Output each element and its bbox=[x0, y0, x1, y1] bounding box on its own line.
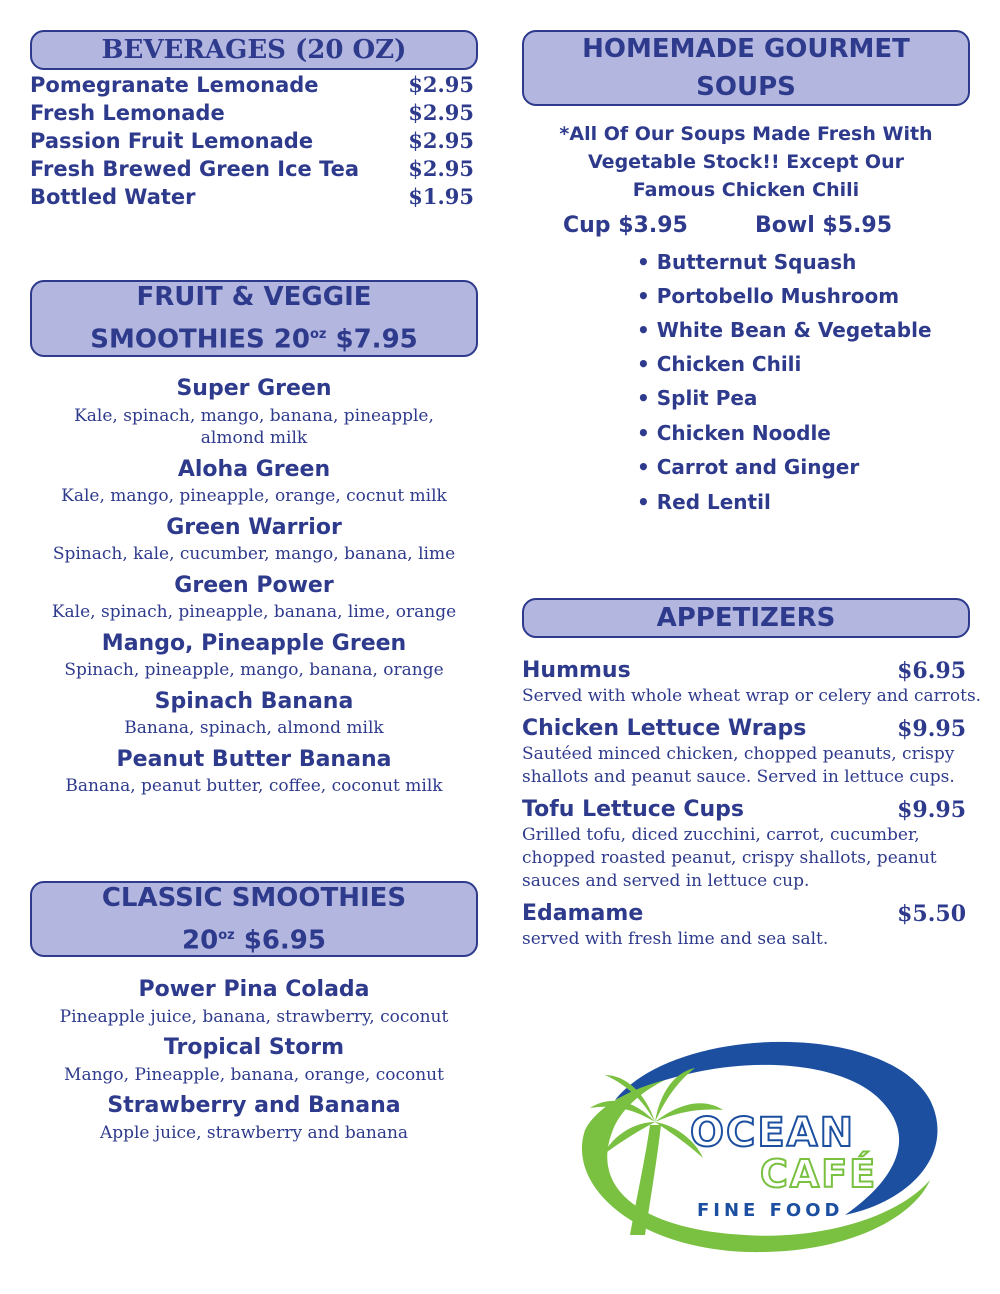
smoothie-name: Power Pina Colada bbox=[138, 977, 370, 1002]
beverage-name: Fresh Lemonade bbox=[30, 101, 225, 125]
smoothie-name: Green Power bbox=[174, 573, 334, 598]
beverages-header-text: BEVERAGES (20 OZ) bbox=[101, 35, 407, 65]
appetizer-desc: served with fresh lime and sea salt. bbox=[522, 929, 829, 949]
smoothie-desc: Banana, peanut butter, coffee, coconut milk bbox=[65, 776, 443, 796]
appetizer-desc: Sautéed minced chicken, chopped peanuts, crispy bbox=[522, 744, 955, 764]
appetizer-price: $9.95 bbox=[897, 797, 966, 823]
appetizer-desc: Grilled tofu, diced zucchini, carrot, cucumber, bbox=[522, 825, 920, 845]
smoothie-name: Tropical Storm bbox=[163, 1035, 345, 1060]
appetizer-price: $5.50 bbox=[897, 901, 966, 927]
smoothie-desc: Kale, spinach, pineapple, banana, lime, orange bbox=[51, 602, 457, 622]
ocean-cafe-logo bbox=[555, 1030, 945, 1255]
smoothie-desc: Mango, Pineapple, banana, orange, coconut bbox=[64, 1065, 444, 1085]
soup-item-label: Chicken Chili bbox=[656, 352, 802, 376]
classic-header-line1: CLASSIC SMOOTHIES bbox=[101, 882, 407, 913]
beverage-price: $2.95 bbox=[408, 156, 474, 181]
appetizer-name: Chicken Lettuce Wraps bbox=[522, 716, 807, 741]
fruit-veggie-size: SMOOTHIES 20 bbox=[90, 324, 310, 355]
appetizer-desc: sauces and served in lettuce cup. bbox=[522, 871, 810, 891]
appetizer-name: Tofu Lettuce Cups bbox=[522, 797, 744, 822]
beverage-price: $2.95 bbox=[408, 100, 474, 125]
smoothie-desc: Spinach, kale, cucumber, mango, banana, lime bbox=[52, 544, 456, 564]
soups-note-line2: Vegetable Stock!! Except Our bbox=[588, 151, 904, 173]
beverage-price: $1.95 bbox=[408, 184, 474, 209]
fruit-veggie-size-unit: oz bbox=[309, 327, 327, 343]
soup-item: • Carrot and Ginger bbox=[637, 455, 860, 479]
smoothie-name: Green Warrior bbox=[166, 515, 342, 540]
appetizer-desc: chopped roasted peanut, crispy shallots, peanut bbox=[522, 848, 937, 868]
soups-header-line1: HOMEMADE GOURMET bbox=[582, 34, 910, 64]
beverage-name: Passion Fruit Lemonade bbox=[30, 129, 314, 153]
beverage-name: Pomegranate Lemonade bbox=[30, 73, 319, 97]
smoothie-desc: Pineapple juice, banana, strawberry, coconut bbox=[59, 1007, 449, 1027]
logo-word-cafe: CAFÉ bbox=[760, 1152, 878, 1196]
fruit-veggie-header-line2 bbox=[32, 316, 476, 359]
classic-price: $6.95 bbox=[234, 925, 326, 956]
logo-tagline: FINE FOOD bbox=[697, 1200, 844, 1221]
fruit-veggie-header-line1: FRUIT & VEGGIE bbox=[136, 282, 372, 313]
classic-header bbox=[30, 881, 478, 957]
soup-item: • Chicken Chili bbox=[637, 352, 802, 376]
classic-header-line2 bbox=[32, 917, 476, 960]
soup-item: • White Bean & Vegetable bbox=[637, 318, 932, 342]
soups-header-line2: SOUPS bbox=[696, 72, 796, 102]
soup-item-label: Carrot and Ginger bbox=[656, 455, 860, 479]
smoothie-desc: Kale, mango, pineapple, orange, cocnut milk bbox=[61, 486, 447, 506]
soup-item-label: Chicken Noodle bbox=[656, 421, 831, 445]
soup-item-label: Split Pea bbox=[656, 386, 758, 410]
soup-item-label: Red Lentil bbox=[656, 490, 771, 514]
smoothie-desc: Apple juice, strawberry and banana bbox=[99, 1123, 409, 1143]
appetizer-desc: shallots and peanut sauce. Served in lettuce cups. bbox=[522, 767, 955, 787]
soup-item: • Butternut Squash bbox=[637, 250, 857, 274]
beverage-name: Bottled Water bbox=[30, 185, 196, 209]
classic-size: 20 bbox=[182, 925, 219, 956]
beverage-name: Fresh Brewed Green Ice Tea bbox=[30, 157, 360, 181]
soup-item: • Split Pea bbox=[637, 386, 758, 410]
soup-item: • Portobello Mushroom bbox=[637, 284, 900, 308]
fruit-veggie-price: $7.95 bbox=[326, 324, 418, 355]
smoothie-desc: Kale, spinach, mango, banana, pineapple, bbox=[74, 406, 434, 426]
appetizer-price: $6.95 bbox=[897, 658, 966, 684]
appetizers-header bbox=[522, 598, 970, 638]
smoothie-name: Spinach Banana bbox=[154, 689, 354, 714]
soups-header bbox=[522, 30, 970, 106]
appetizer-name: Edamame bbox=[522, 901, 644, 926]
soup-item: • Red Lentil bbox=[637, 490, 771, 514]
smoothie-name: Aloha Green bbox=[177, 457, 331, 482]
logo-word-ocean: OCEAN bbox=[690, 1110, 856, 1156]
soup-item: • Chicken Noodle bbox=[637, 421, 831, 445]
classic-size-unit: oz bbox=[218, 927, 235, 943]
smoothie-name: Peanut Butter Banana bbox=[116, 747, 392, 772]
soup-item-label: Butternut Squash bbox=[656, 250, 857, 274]
appetizers-header-text: APPETIZERS bbox=[656, 603, 836, 633]
soups-note-line1: *All Of Our Soups Made Fresh With bbox=[559, 123, 933, 145]
soup-item-label: White Bean & Vegetable bbox=[656, 318, 932, 342]
smoothie-desc: Spinach, pineapple, mango, banana, orange bbox=[64, 660, 444, 680]
appetizer-desc: Served with whole wheat wrap or celery and carrots. bbox=[522, 686, 982, 706]
beverage-price: $2.95 bbox=[408, 128, 474, 153]
soup-item-label: Portobello Mushroom bbox=[656, 284, 900, 308]
appetizer-price: $9.95 bbox=[897, 716, 966, 742]
smoothie-desc: almond milk bbox=[200, 428, 308, 448]
smoothie-desc: Banana, spinach, almond milk bbox=[124, 718, 384, 738]
beverages-header bbox=[30, 30, 478, 70]
smoothie-name: Strawberry and Banana bbox=[107, 1093, 401, 1118]
smoothie-name: Super Green bbox=[176, 376, 332, 401]
fruit-veggie-header bbox=[30, 280, 478, 357]
appetizer-name: Hummus bbox=[522, 658, 631, 683]
soup-cup-price: Cup $3.95 bbox=[563, 213, 688, 238]
smoothie-name: Mango, Pineapple Green bbox=[101, 631, 407, 656]
soups-note-line3: Famous Chicken Chili bbox=[632, 179, 860, 201]
beverage-price: $2.95 bbox=[408, 72, 474, 97]
soup-bowl-price: Bowl $5.95 bbox=[755, 213, 892, 238]
